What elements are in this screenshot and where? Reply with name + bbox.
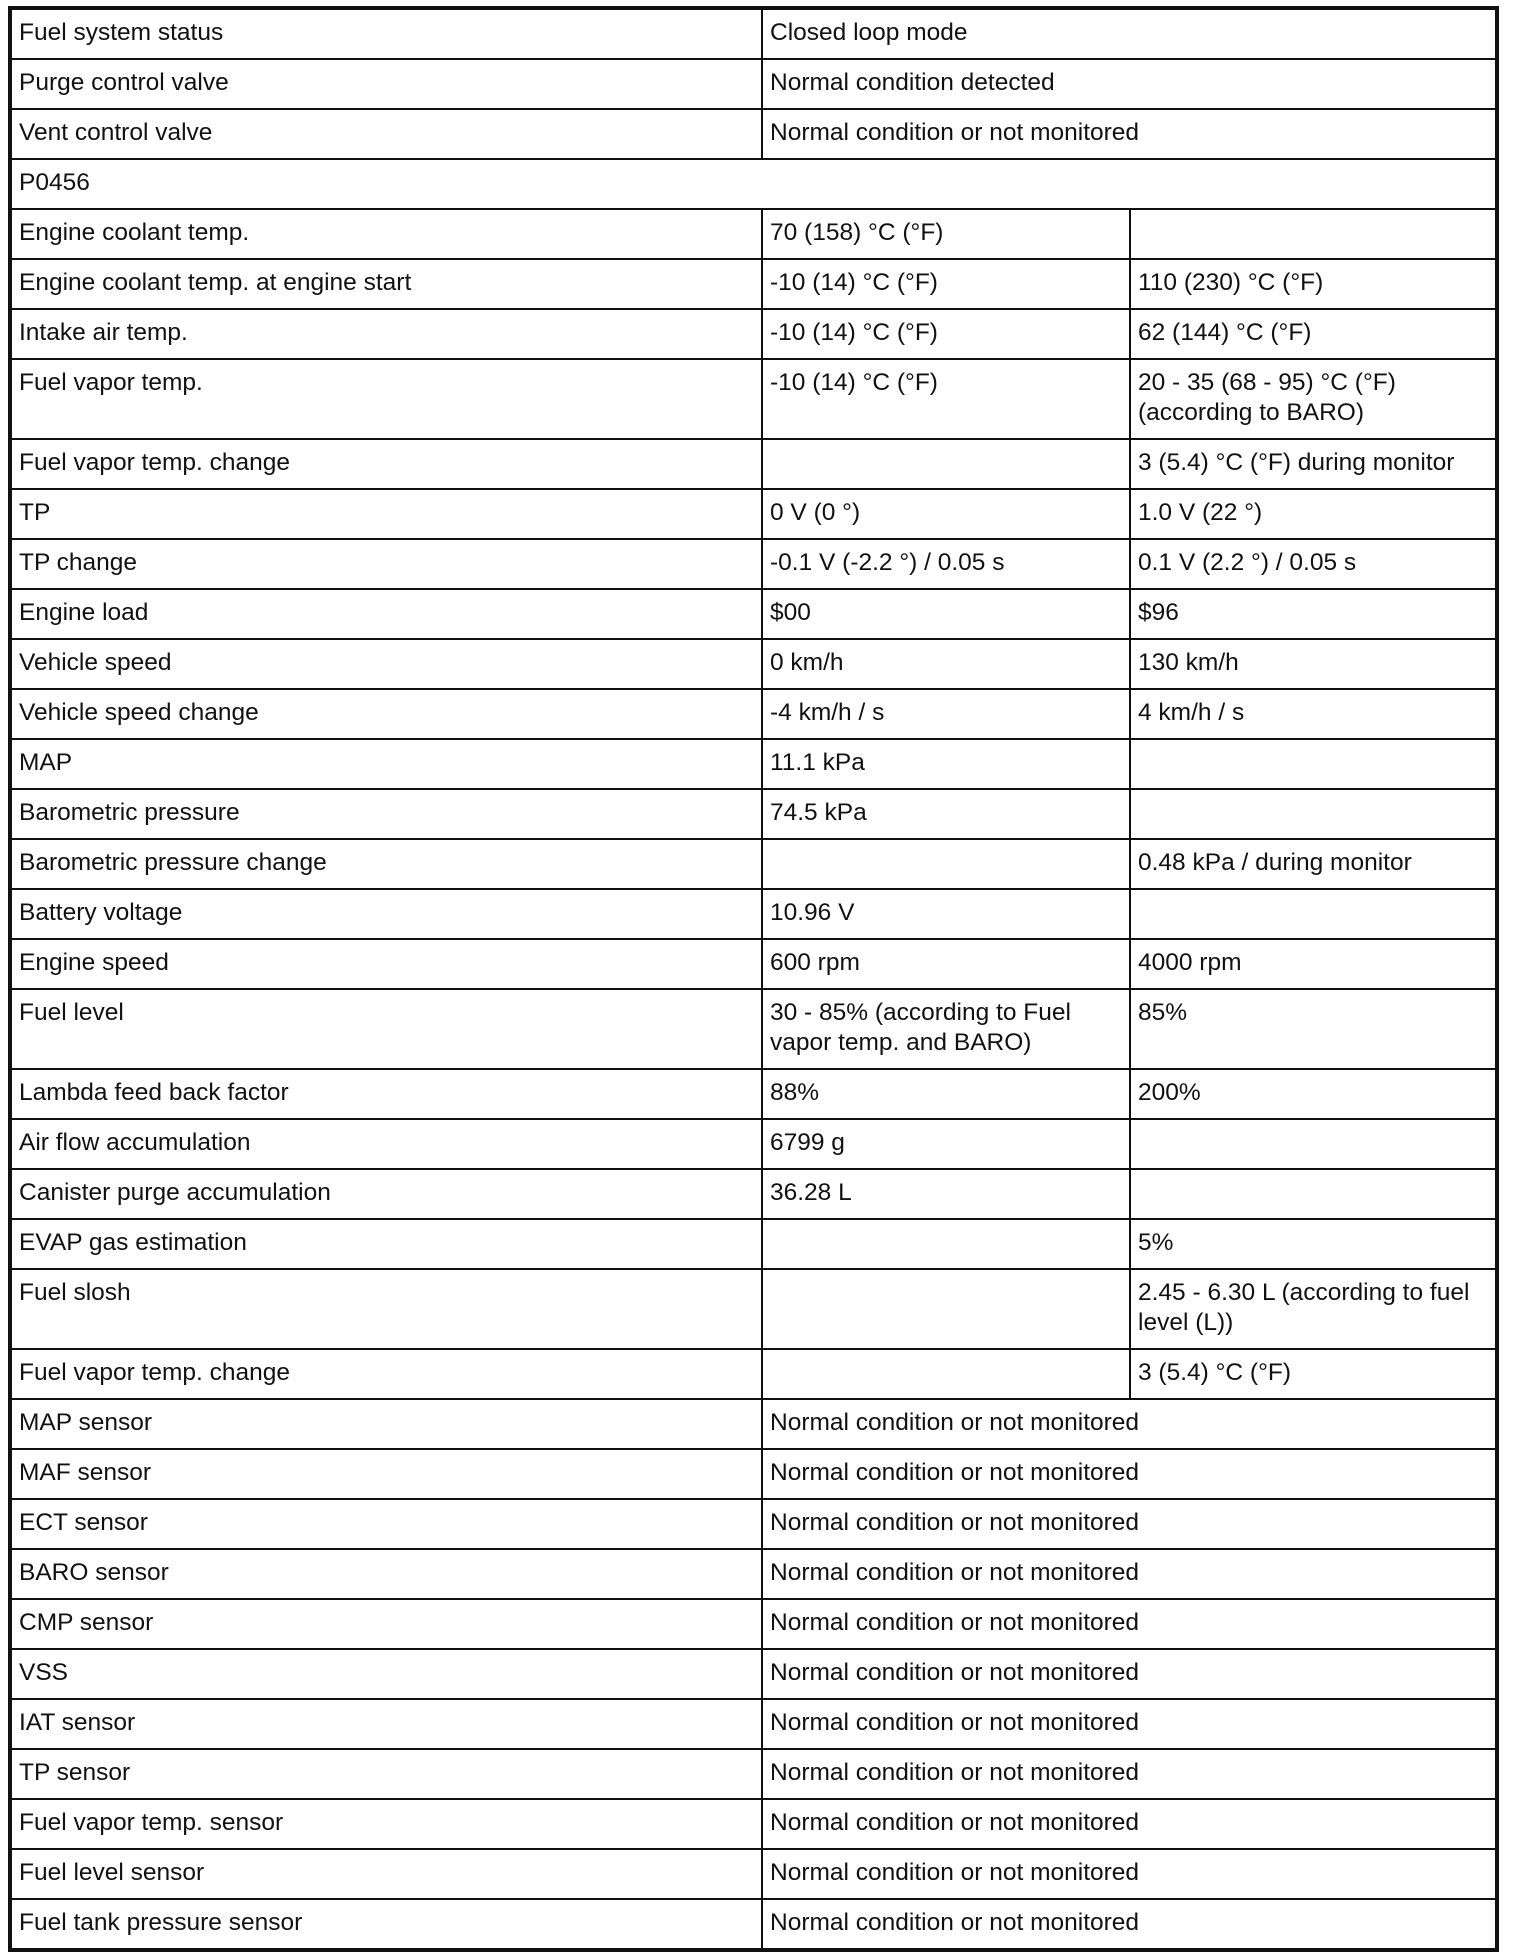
parameter-min-cell: 74.5 kPa [762,789,1130,839]
parameter-max-cell: 62 (144) °C (°F) [1130,309,1497,359]
table-row [10,589,1497,639]
parameter-max-cell: 5% [1130,1219,1497,1269]
parameter-min-cell: 30 - 85% (according to Fuel vapor temp. and BARO) [762,989,1130,1069]
parameter-min-cell: 88% [762,1069,1130,1119]
table-row [10,789,1497,839]
parameter-min-cell [762,1269,1130,1349]
parameter-min-cell: 6799 g [762,1119,1130,1169]
parameter-max-cell: 4 km/h / s [1130,689,1497,739]
parameter-label-cell: TP sensor [10,1749,762,1799]
parameter-label-cell: Air flow accumulation [10,1119,762,1169]
table-row [10,309,1497,359]
table-row [10,359,1497,439]
parameter-value-cell: Normal condition or not monitored [762,109,1497,159]
table-row [10,989,1497,1069]
parameter-max-cell: 20 - 35 (68 - 95) °C (°F) (according to BARO) [1130,359,1497,439]
parameter-min-cell: -4 km/h / s [762,689,1130,739]
table-row [10,739,1497,789]
parameter-max-cell: 0.1 V (2.2 °) / 0.05 s [1130,539,1497,589]
table-row [10,539,1497,589]
parameter-value-cell: Normal condition or not monitored [762,1499,1497,1549]
parameter-value-cell: Normal condition or not monitored [762,1849,1497,1899]
parameter-max-cell [1130,1119,1497,1169]
parameter-max-cell: 4000 rpm [1130,939,1497,989]
table-row [10,889,1497,939]
parameter-label-cell: Battery voltage [10,889,762,939]
parameter-label-cell: Purge control valve [10,59,762,109]
parameter-label-cell: Barometric pressure change [10,839,762,889]
section-label-cell: P0456 [10,159,1497,209]
parameter-label-cell: Fuel vapor temp. change [10,439,762,489]
table-row [10,59,1497,109]
parameter-value-cell: Normal condition or not monitored [762,1799,1497,1849]
parameter-min-cell: 70 (158) °C (°F) [762,209,1130,259]
table-row [10,1649,1497,1699]
parameter-label-cell: IAT sensor [10,1699,762,1749]
parameter-label-cell: Engine load [10,589,762,639]
table-row [10,1849,1497,1899]
table-row [10,1699,1497,1749]
parameter-value-cell: Normal condition or not monitored [762,1899,1497,1950]
parameter-min-cell [762,1219,1130,1269]
parameter-label-cell: Fuel vapor temp. change [10,1349,762,1399]
parameter-label-cell: Engine speed [10,939,762,989]
parameter-max-cell [1130,1169,1497,1219]
parameter-label-cell: MAP sensor [10,1399,762,1449]
parameter-label-cell: Fuel level [10,989,762,1069]
parameter-label-cell: MAF sensor [10,1449,762,1499]
parameter-table-body [10,8,1497,1950]
parameter-label-cell: ECT sensor [10,1499,762,1549]
table-row [10,1799,1497,1849]
parameter-label-cell: Canister purge accumulation [10,1169,762,1219]
parameter-max-cell: 130 km/h [1130,639,1497,689]
parameter-min-cell: 0 km/h [762,639,1130,689]
table-row [10,1219,1497,1269]
parameter-min-cell: -10 (14) °C (°F) [762,359,1130,439]
table-row [10,1899,1497,1950]
parameter-label-cell: TP change [10,539,762,589]
parameter-value-cell: Normal condition or not monitored [762,1649,1497,1699]
table-row [10,1349,1497,1399]
parameter-label-cell: MAP [10,739,762,789]
parameter-max-cell: $96 [1130,589,1497,639]
parameter-label-cell: Fuel vapor temp. sensor [10,1799,762,1849]
parameter-min-cell: $00 [762,589,1130,639]
parameter-label-cell: TP [10,489,762,539]
parameter-min-cell: 600 rpm [762,939,1130,989]
parameter-label-cell: CMP sensor [10,1599,762,1649]
table-row [10,639,1497,689]
parameter-min-cell: 36.28 L [762,1169,1130,1219]
parameter-max-cell: 0.48 kPa / during monitor [1130,839,1497,889]
parameter-min-cell: -0.1 V (-2.2 °) / 0.05 s [762,539,1130,589]
table-row [10,1399,1497,1449]
parameter-label-cell: Engine coolant temp. [10,209,762,259]
parameter-value-cell: Normal condition or not monitored [762,1699,1497,1749]
section-row [10,159,1497,209]
parameter-label-cell: Vehicle speed change [10,689,762,739]
table-row [10,8,1497,59]
parameter-max-cell [1130,209,1497,259]
parameter-label-cell: VSS [10,1649,762,1699]
parameter-max-cell [1130,889,1497,939]
parameter-min-cell [762,839,1130,889]
table-row [10,1549,1497,1599]
table-row [10,1269,1497,1349]
parameter-max-cell [1130,789,1497,839]
table-row [10,1169,1497,1219]
parameter-max-cell: 85% [1130,989,1497,1069]
parameter-label-cell: Intake air temp. [10,309,762,359]
parameter-value-cell: Normal condition or not monitored [762,1399,1497,1449]
parameter-label-cell: Lambda feed back factor [10,1069,762,1119]
table-row [10,259,1497,309]
parameter-table [8,6,1499,1952]
table-row [10,109,1497,159]
parameter-max-cell: 3 (5.4) °C (°F) during monitor [1130,439,1497,489]
parameter-label-cell: Vehicle speed [10,639,762,689]
parameter-min-cell: 10.96 V [762,889,1130,939]
table-row [10,1069,1497,1119]
parameter-value-cell: Normal condition or not monitored [762,1749,1497,1799]
parameter-max-cell: 2.45 - 6.30 L (according to fuel level (L)) [1130,1269,1497,1349]
parameter-label-cell: Barometric pressure [10,789,762,839]
parameter-max-cell: 1.0 V (22 °) [1130,489,1497,539]
parameter-value-cell: Normal condition or not monitored [762,1449,1497,1499]
table-row [10,689,1497,739]
parameter-label-cell: BARO sensor [10,1549,762,1599]
table-row [10,209,1497,259]
table-row [10,839,1497,889]
parameter-max-cell [1130,739,1497,789]
parameter-value-cell: Closed loop mode [762,8,1497,59]
table-row [10,489,1497,539]
parameter-label-cell: EVAP gas estimation [10,1219,762,1269]
table-row [10,439,1497,489]
parameter-label-cell: Fuel vapor temp. [10,359,762,439]
parameter-min-cell [762,439,1130,489]
parameter-max-cell: 110 (230) °C (°F) [1130,259,1497,309]
table-row [10,1499,1497,1549]
parameter-value-cell: Normal condition or not monitored [762,1599,1497,1649]
parameter-min-cell: -10 (14) °C (°F) [762,309,1130,359]
parameter-value-cell: Normal condition detected [762,59,1497,109]
table-row [10,1449,1497,1499]
parameter-min-cell: 0 V (0 °) [762,489,1130,539]
parameter-max-cell: 3 (5.4) °C (°F) [1130,1349,1497,1399]
parameter-min-cell: 11.1 kPa [762,739,1130,789]
parameter-min-cell [762,1349,1130,1399]
parameter-min-cell: -10 (14) °C (°F) [762,259,1130,309]
parameter-label-cell: Fuel tank pressure sensor [10,1899,762,1950]
parameter-label-cell: Fuel level sensor [10,1849,762,1899]
table-row [10,1749,1497,1799]
parameter-label-cell: Vent control valve [10,109,762,159]
table-row [10,1599,1497,1649]
parameter-label-cell: Engine coolant temp. at engine start [10,259,762,309]
parameter-max-cell: 200% [1130,1069,1497,1119]
parameter-label-cell: Fuel slosh [10,1269,762,1349]
parameter-value-cell: Normal condition or not monitored [762,1549,1497,1599]
table-row [10,939,1497,989]
table-row [10,1119,1497,1169]
parameter-label-cell: Fuel system status [10,8,762,59]
